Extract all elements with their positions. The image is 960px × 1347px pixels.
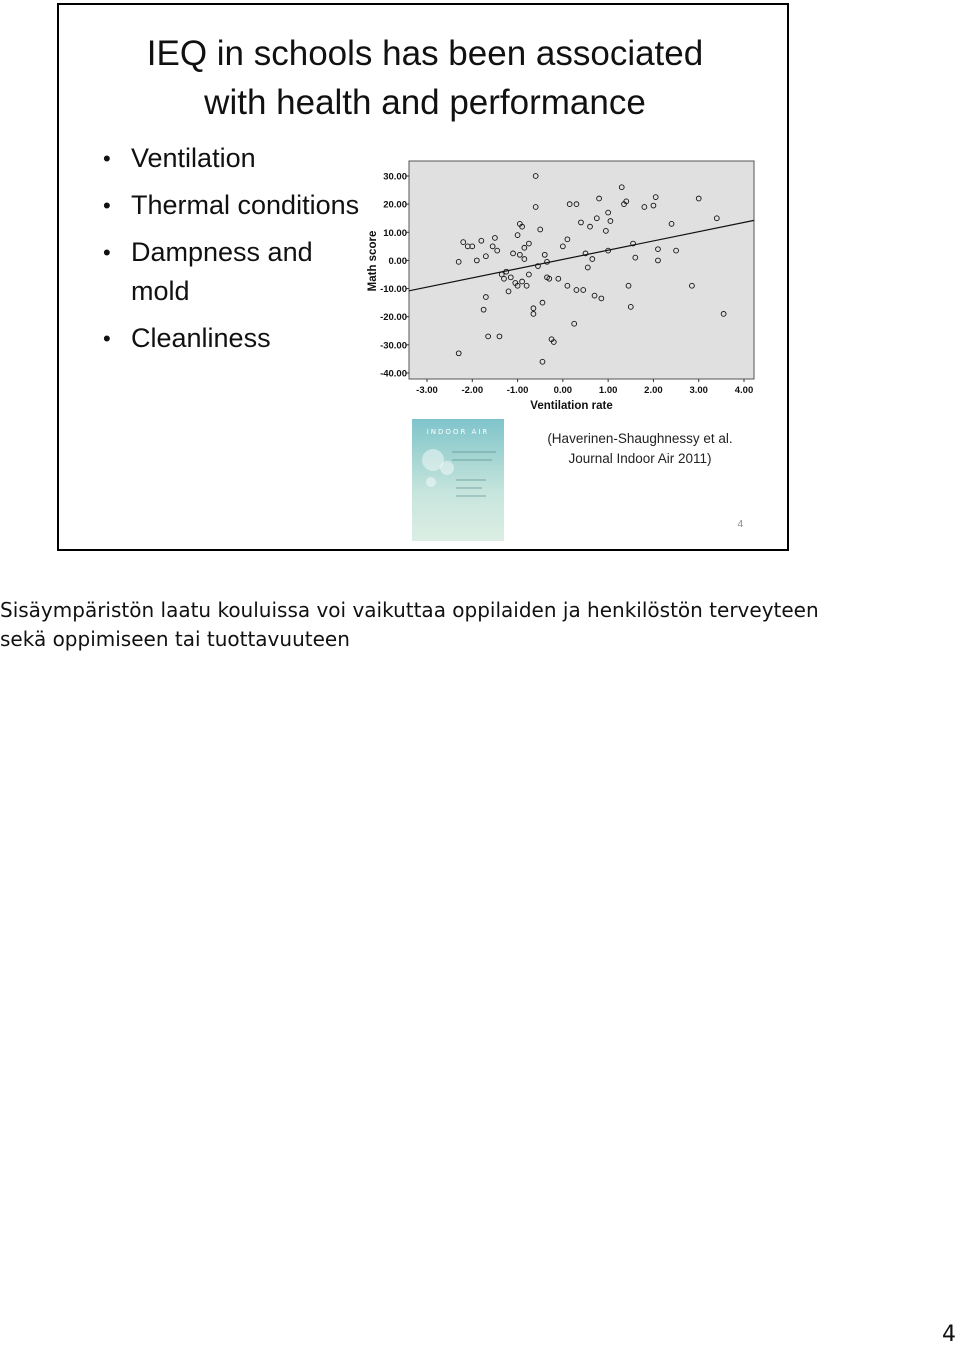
x-tick-label: 3.00 (689, 385, 708, 396)
y-tick-label: 10.00 (383, 227, 407, 239)
bullet-text: Dampness and mold (131, 237, 313, 306)
cover-decoration (440, 461, 454, 475)
citation-line-2: Journal Indoor Air 2011) (568, 451, 712, 466)
citation (529, 429, 751, 469)
bullet-dot-icon: • (103, 240, 111, 265)
x-axis-label: Ventilation rate (530, 400, 613, 412)
y-tick-label: -20.00 (380, 312, 407, 324)
x-tick-label: -3.00 (416, 385, 438, 396)
journal-cover-image (412, 419, 504, 541)
bullet-text: Thermal conditions (131, 190, 360, 220)
plot-area (409, 161, 754, 379)
x-tick-label: -1.00 (506, 385, 529, 396)
x-tick-label: 0.00 (553, 385, 573, 396)
cover-decoration (452, 451, 496, 453)
bullet-text: Ventilation (131, 143, 256, 173)
y-axis-label: Math score (367, 230, 379, 292)
bullet-item (99, 186, 369, 225)
cover-decoration (456, 487, 482, 489)
y-tick-label: -10.00 (380, 284, 407, 296)
bullet-item (99, 319, 369, 358)
y-tick-label: 30.00 (383, 171, 407, 183)
y-tick-label: 0.00 (388, 255, 407, 267)
y-axis-ticks (380, 172, 409, 380)
bullet-item (99, 139, 369, 178)
slide-number: 4 (737, 519, 743, 530)
bullet-list (99, 139, 369, 366)
journal-cover-title: INDOOR AIR (426, 428, 490, 436)
scatter-chart (364, 157, 764, 419)
bullet-item (99, 233, 369, 311)
bullet-dot-icon: • (103, 193, 111, 218)
citation-line-1: (Haverinen-Shaughnessy et al. (547, 431, 733, 446)
y-tick-label: 20.00 (383, 199, 407, 211)
cover-decoration (452, 459, 492, 461)
caption-line-1: Sisäympäristön laatu kouluissa voi vaikuttaa oppilaiden ja henkilöstön terveyteen (0, 598, 819, 622)
y-tick-label: -40.00 (380, 368, 407, 380)
slide-title (59, 29, 791, 127)
caption (0, 596, 960, 654)
x-tick-label: 2.00 (644, 385, 663, 396)
page-number: 4 (942, 1322, 956, 1347)
cover-decoration (456, 495, 486, 497)
cover-decoration (456, 479, 486, 481)
bullet-dot-icon: • (103, 326, 111, 351)
x-tick-label: -2.00 (461, 385, 484, 396)
x-tick-label: 4.00 (734, 385, 754, 396)
bullet-text: Cleanliness (131, 323, 271, 353)
cover-decoration (426, 477, 436, 487)
bullet-dot-icon: • (103, 146, 111, 171)
slide (57, 3, 789, 551)
slide-title-line-2: with health and performance (204, 83, 646, 122)
slide-title-line-1: IEQ in schools has been associated (146, 34, 704, 73)
x-axis-ticks (416, 379, 753, 396)
x-tick-label: 1.00 (598, 385, 618, 396)
y-tick-label: -30.00 (380, 340, 407, 352)
caption-line-2: sekä oppimiseen tai tuottavuuteen (0, 627, 350, 651)
